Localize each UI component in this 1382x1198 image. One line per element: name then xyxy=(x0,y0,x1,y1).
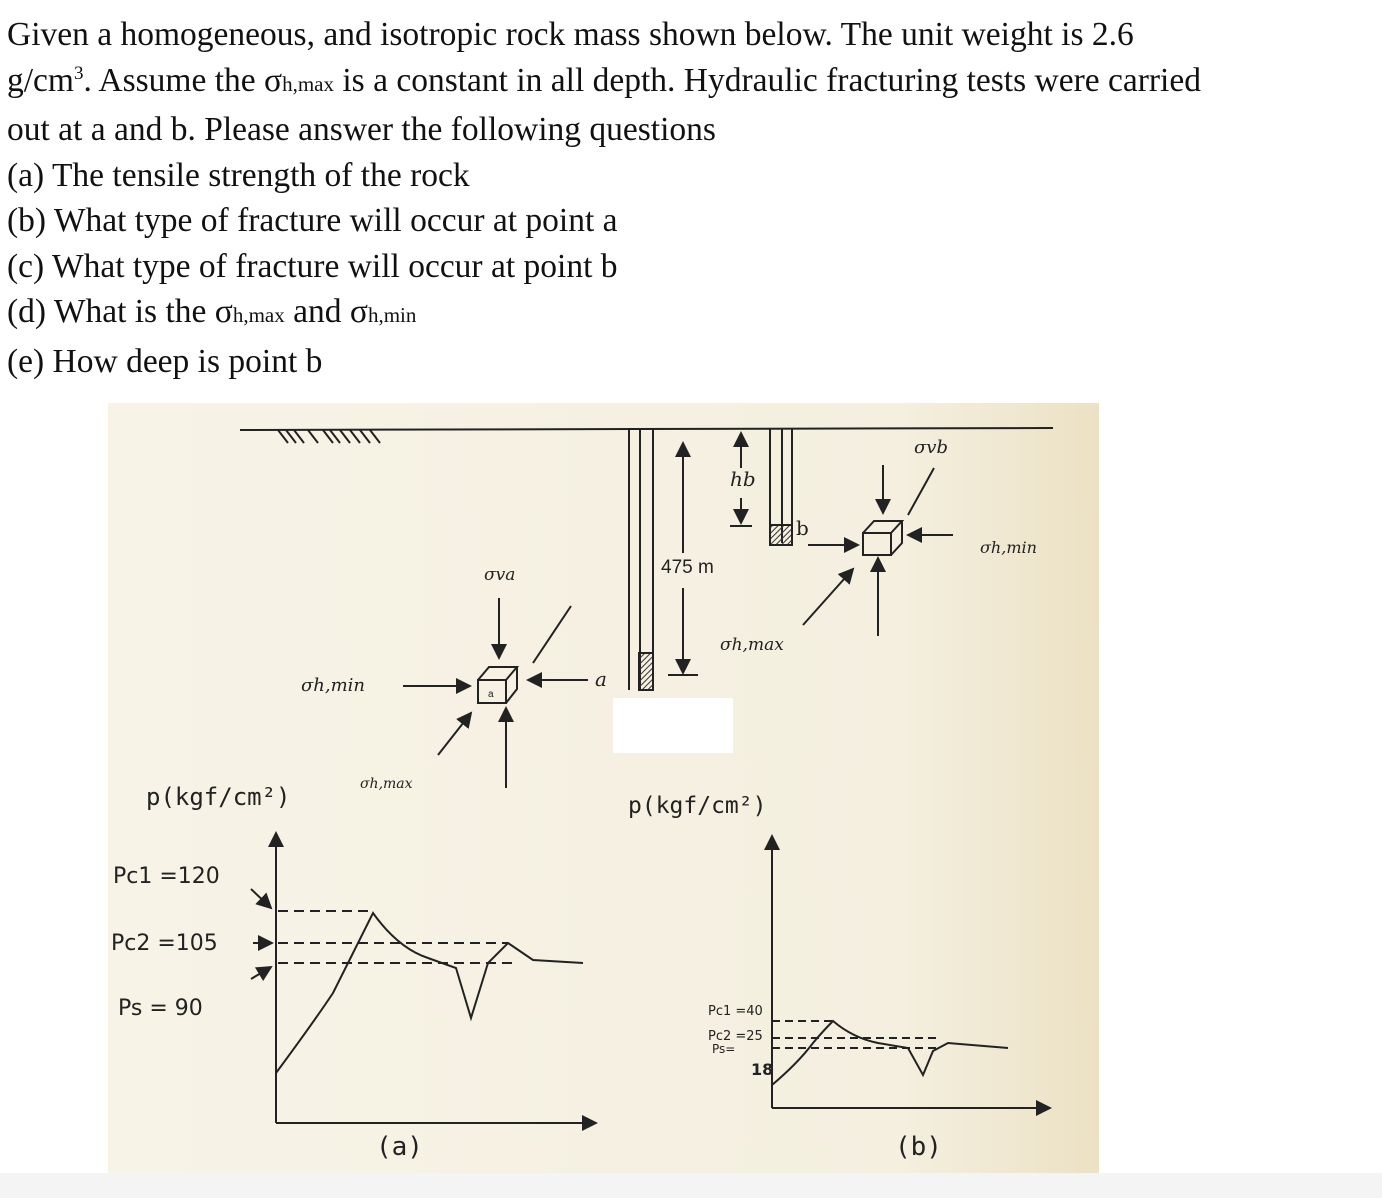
sigma-vb-label: σvb xyxy=(914,437,948,458)
panel-a-pc1: Pc1 =120 xyxy=(113,864,220,889)
question-text xyxy=(7,12,1377,384)
sigma-va-label: σva xyxy=(484,565,516,585)
panel-b-pc1: Pc1 =40 xyxy=(708,1004,763,1019)
panel-a-caption: (a) xyxy=(376,1132,423,1162)
point-b-label: b xyxy=(796,516,809,540)
question-item-b: (b) What type of fracture will occur at point a xyxy=(7,202,618,239)
question-item-d: (d) What is the σh,max and σh,min xyxy=(7,293,417,330)
hb-label: hb xyxy=(730,467,756,491)
sigma-hmin-a-label: σh,min xyxy=(301,675,366,696)
y-axis-label-b: p(kgf/cm²) xyxy=(628,793,767,819)
panel-b-ps: Ps= xyxy=(712,1042,736,1056)
blank-patch xyxy=(613,698,733,753)
rock-mass-figure xyxy=(108,403,1099,1174)
sigma-hmax-b-label: σh,max xyxy=(720,635,784,655)
panel-a-ps: Ps = 90 xyxy=(118,996,203,1021)
question-line-1: Given a homogeneous, and isotropic rock mass shown below. The unit weight is 2.6 xyxy=(7,16,1134,53)
question-item-e: (e) How deep is point b xyxy=(7,342,323,380)
question-line-2: $g/cm^3$. Assume the σh,max is a constant in all depth. Hydraulic fracturing tests were carried xyxy=(7,61,1201,99)
question-item-c: (c) What type of fracture will occur at point b xyxy=(7,247,618,285)
panel-b-pc2: Pc2 =25 xyxy=(708,1029,763,1044)
question-line-3: out at a and b. Please answer the following questions xyxy=(7,111,716,148)
depth-label: 475 m xyxy=(661,557,714,578)
panel-b-ps-value: 18 xyxy=(751,1060,774,1079)
sigma-hmax-a-label: σh,max xyxy=(360,776,413,792)
panel-b-caption: (b) xyxy=(895,1132,942,1162)
question-item-a: (a) The tensile strength of the rock xyxy=(7,156,470,194)
bottom-strip xyxy=(0,1173,1382,1198)
y-axis-label-a: p(kgf/cm²) xyxy=(146,783,291,811)
point-a-side-label: a xyxy=(595,667,607,691)
point-a-label: a xyxy=(488,689,494,700)
sigma-hmin-b-label: σh,min xyxy=(980,538,1037,557)
panel-a-pc2: Pc2 =105 xyxy=(111,931,218,956)
